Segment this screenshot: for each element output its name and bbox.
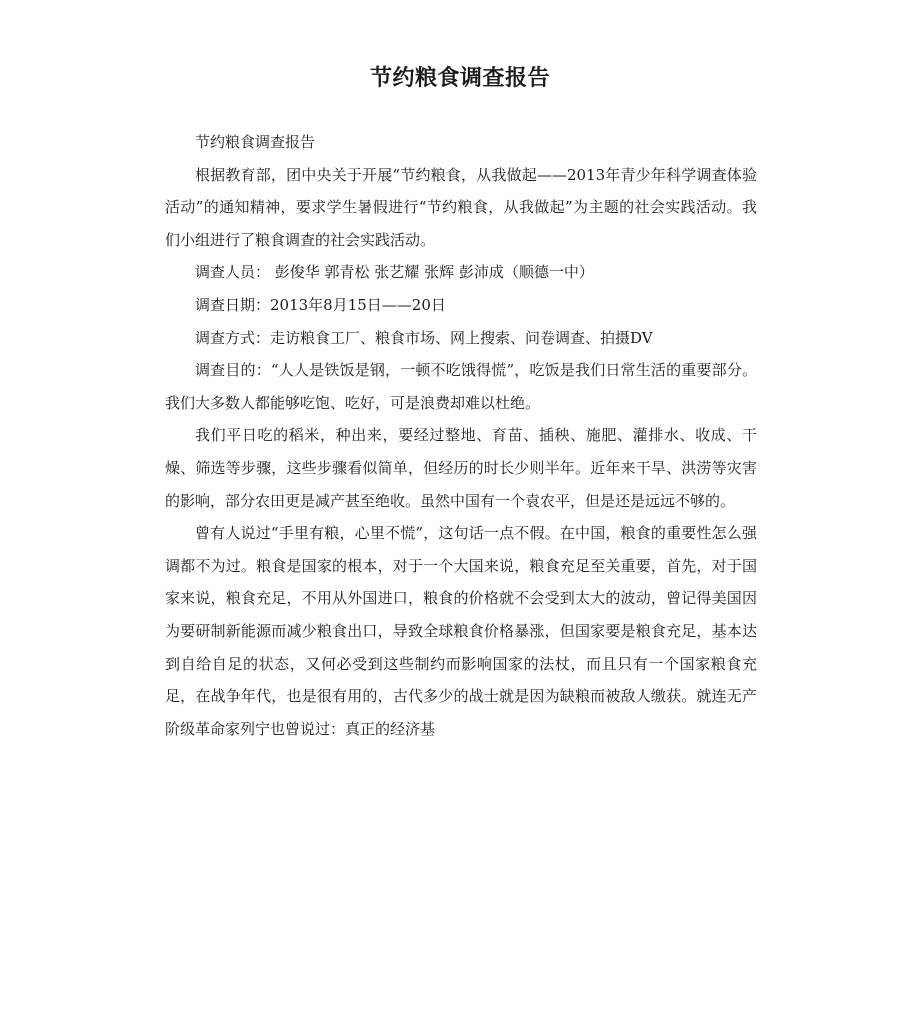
paragraph-importance: 曾有人说过“手里有粮，心里不慌”，这句话一点不假。在中国，粮食的重要性怎么强调都不为过。粮食是国家的根本，对于一个大国来说，粮食充足至关重要，首先，对于国家来说，粮食充足，不用从外国进口，粮食的价格就不会受到太大的波动，曾记得美国因为要研制新能源而减少粮食出口，导致全球粮食价格暴涨，但国家要是粮食充足，基本达到自给自足的状态，又何必受到这些制约而影响国家的法杖，而且只有一个国家粮食充足，在战争年代，也是很有用的，古代多少的战士就是因为缺粮而被敌人缴获。就连无产阶级革命家列宁也曾说过：真正的经济基 — [165, 524, 757, 738]
paragraph-purpose: 调查目的：“人人是铁饭是钢，一顿不吃饿得慌”，吃饭是我们日常生活的重要部分。我们大多数人都能够吃饱、吃好，可是浪费却难以杜绝。 — [165, 361, 757, 412]
paragraph-intro: 根据教育部，团中央关于开展“节约粮食，从我做起——2013年青少年科学调查体验活动”的通知精神，要求学生暑假进行“节约粮食，从我做起”为主题的社会实践活动。我们小组进行了粮食调查的社会实践活动。 — [165, 165, 757, 249]
paragraph-method: 调查方式：走访粮食工厂、粮食市场、网上搜索、问卷调查、拍摄DV — [195, 328, 653, 347]
paragraph-investigators: 调查人员： 彭俊华 郭青松 张艺耀 张辉 彭沛成（顺德一中） — [195, 263, 594, 282]
document-body — [165, 126, 757, 745]
paragraph-subtitle: 节约粮食调查报告 — [195, 133, 316, 151]
paragraph-date: 调查日期：2013年8月15日——20日 — [195, 295, 446, 314]
document-title: 节约粮食调查报告 — [369, 66, 550, 91]
paragraph-rice: 我们平日吃的稻米，种出来，要经过整地、育苗、插秧、施肥、灌排水、收成、干燥、筛选等步骤，这些步骤看似简单，但经历的时长少则半年。近年来干旱、洪涝等灾害的影响，部分农田更是减产甚至绝收。虽然中国有一个袁农平，但是还是远远不够的。 — [165, 426, 757, 510]
